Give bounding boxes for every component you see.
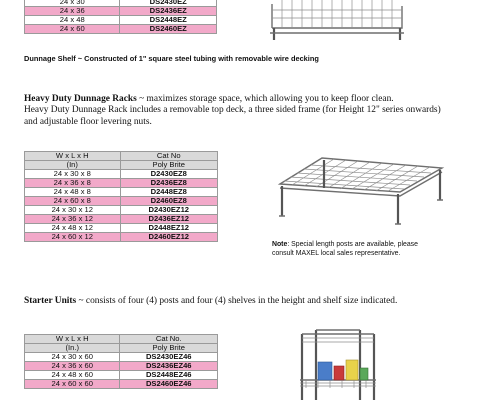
table-row: 24 x 48 x 8 D2448EZ8 [25,188,218,197]
product-box [318,362,332,380]
starter-units-heading: Starter Units [24,296,77,306]
starter-units-table [24,334,218,389]
table-row: 24 x 36 x 60 DS2436EZ46 [25,362,218,371]
dunnage-shelf-caption: Dunnage Shelf ~ Constructed of 1" square steel tubing with removable wire decking [24,54,319,63]
table-row: 24 x 30 x 60 DS2430EZ46 [25,353,218,362]
starter-units-description: Starter Units ~ consists of four (4) posts and four (4) shelves in the height and shelf size indicated. [24,296,398,306]
heavy-duty-heading: Heavy Duty Dunnage Racks [24,94,137,104]
table-row: 24 x 30 DS2430EZ [25,0,217,7]
product-box [346,360,358,380]
table-row: 24 x 60 x 60 DS2460EZ46 [25,380,218,389]
table-row: 24 x 36 DS2436EZ [25,7,217,16]
heavy-duty-table [24,151,218,242]
starter-unit-image [288,328,388,400]
product-box [334,366,344,380]
table-header-row: (In) Poly Brite [25,161,218,170]
table-row: 24 x 36 x 12 D2436EZ12 [25,215,218,224]
table-row: 24 x 60 x 8 D2460EZ8 [25,197,218,206]
table-row: 24 x 48 x 60 DS2448EZ46 [25,371,218,380]
table-row: 24 x 60 x 12 D2460EZ12 [25,233,218,242]
table-header-row: W x L x H Cat No. [25,335,218,344]
product-box [360,368,368,380]
table-row: 24 x 36 x 8 D2436EZ8 [25,179,218,188]
heavy-duty-rack-image [270,150,450,230]
dunnage-shelf-table [24,0,217,34]
table-header-row: (In.) Poly Brite [25,344,218,353]
heavy-duty-description: Heavy Duty Dunnage Racks ~ maximizes storage space, which allowing you to keep floor clean. Heavy Duty Dunnage Rack includes a removable top deck, a three sided frame (for Height 12" series onwards) and adjustable floor levering nuts. [24,94,441,127]
table-row: 24 x 60 DS2460EZ [25,25,217,34]
table-row: 24 x 30 x 12 D2430EZ12 [25,206,218,215]
table-row: 24 x 48 DS2448EZ [25,16,217,25]
special-length-note: Note: Special length posts are available, please consult MAXEL local sales representative. [272,241,418,257]
table-header-row: W x L x H Cat No [25,152,218,161]
dunnage-shelf-image [262,0,412,42]
table-row: 24 x 48 x 12 D2448EZ12 [25,224,218,233]
table-row: 24 x 30 x 8 D2430EZ8 [25,170,218,179]
